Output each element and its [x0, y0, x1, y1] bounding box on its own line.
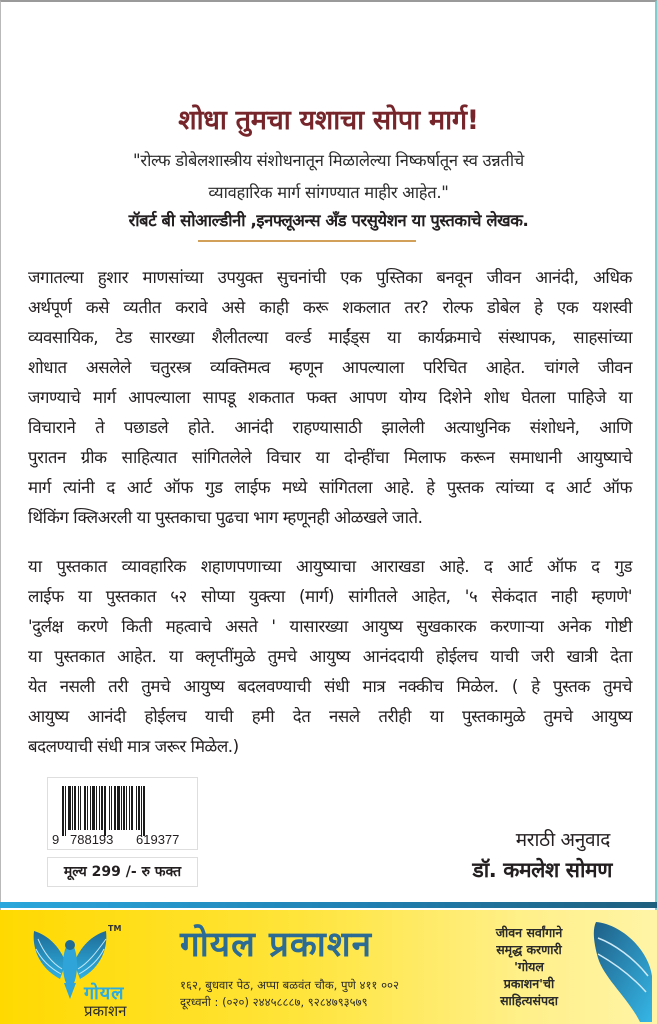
text-line: लाईफ या पुस्तकात ५२ सोप्या युक्त्या (मार्ग) सांगीतले आहेत, '५ सेकंदात नाही म्हणणे': [28, 586, 632, 606]
barcode-bar: [129, 786, 130, 830]
text-line: जगातल्या हुशार माणसांच्या उपयुक्त सुचनांची एक पुस्तिका बनवून जीवन आनंदी, अधिक: [28, 267, 632, 287]
price-label: मूल्य 299 /- रु फक्त: [47, 857, 198, 887]
endorsement-attribution: रॉबर्ट बी सोआल्डीनी ,इनफ्लूअन्स अँड परसुयेशन या पुस्तकाचे लेखक.: [128, 211, 529, 230]
barcode-bar: [121, 786, 122, 830]
barcode-bar: [141, 786, 142, 836]
text-line: जगण्याचे मार्ग आपल्याला सापडू शकतात फक्त आपण योग्य दिशेने शोध घेतला पाहिजे या: [28, 387, 632, 407]
text-line: आयुष्य आनंदी होईलच याची हमी देत नसले तरीही या पुस्तकामुळे तुमचे आयुष्य: [28, 706, 632, 726]
tagline-line: साहित्यसंपदा: [500, 993, 558, 1008]
cover-headline: शोधा तुमचा यशाचा सोपा मार्ग!: [178, 105, 479, 136]
publisher-phone: दूरध्वनी : (०२०) २४४५८८८७, ९२८४७९३५७९: [180, 995, 368, 1009]
barcode-bar: [136, 786, 137, 830]
translator-name: डॉ. कमलेश सोमण: [472, 858, 612, 882]
trademark-mark: TM: [108, 924, 122, 933]
publisher-tagline: [474, 924, 584, 1009]
barcode-bar: [65, 786, 66, 836]
text-line: व्यवसायिक, टेड सारख्या शैलीतल्या वर्ल्ड माईंड्स या कार्यक्रमाचे संस्थापक, साहसांच्या: [28, 327, 632, 347]
text-line: 'दुर्लक्ष करणे किती महत्वाचे असते ' यासारख्या आयुष्य सुखकारक करणाऱ्या अनेक गोष्टी: [28, 616, 632, 636]
barcode-bar: [104, 786, 106, 836]
endorsement-quote-line-2: व्यावहारिक मार्ग सांगण्यात माहीर आहेत.": [208, 183, 449, 202]
barcode-bars: [62, 786, 145, 836]
text-line: या पुस्तकात आहेत. या क्लृप्तींमुळे तुमचे आयुष्य आनंददायी होईलच याची जरी खात्री देता: [28, 646, 632, 666]
text-line: पुरातन ग्रीक साहित्यात सांगितलेले विचार या दोन्हींचा मिलाफ करून समाधानी आयुष्याचे: [28, 447, 632, 467]
blurb-paragraph-2: [28, 551, 632, 761]
blurb-paragraph-1: [28, 262, 632, 532]
text-line: शोधात असलेले चतुरस्त्र व्यक्तिमत्व म्हणून आपल्याला परिचित आहेत. चांगले जीवन: [28, 357, 632, 377]
barcode-bar: [99, 786, 100, 830]
barcode-bar: [62, 786, 64, 836]
barcode-bar: [123, 786, 125, 830]
text-line: बदलण्याची संधी मात्र जरूर मिळेल.): [28, 736, 239, 756]
barcode-bar: [74, 786, 76, 830]
barcode-graphic: [48, 778, 199, 851]
isbn-barcode: [47, 777, 198, 850]
barcode-bar: [87, 786, 88, 830]
text-line: येत नसली तरी तुमचे आयुष्य बदलवण्याची संधी मात्र नक्कीच मिळेल. ( हे पुस्तक तुमचे: [28, 676, 632, 696]
divider-rule: [198, 240, 416, 242]
endorsement-quote-line-1: "रोल्फ डोबेलशास्त्रीय संशोधनातून मिळालेल्या निष्कर्षातून स्व उन्नतीचे: [133, 151, 524, 170]
text-line: विचाराने ते पछाडले होते. आनंदी राहण्यासाठी झालेली अत्याधुनिक संशोधने, आणि: [28, 417, 632, 437]
barcode-bar: [80, 786, 81, 830]
publisher-footer: [0, 910, 657, 1024]
barcode-bar: [109, 786, 110, 830]
butterfly-wing-icon: [590, 918, 654, 1022]
barcode-bar: [138, 786, 140, 830]
barcode-bar: [96, 786, 97, 830]
barcode-bar: [101, 786, 103, 830]
barcode-bar: [90, 786, 91, 830]
barcode-bar: [78, 786, 79, 830]
isbn-digits-right: 619377: [136, 832, 180, 847]
tagline-line: 'गोयल: [514, 959, 544, 974]
tagline-line: प्रकाशन'ची: [503, 976, 555, 991]
barcode-bar: [126, 786, 127, 830]
barcode-bar: [143, 786, 145, 836]
isbn-digit-prefix: 9: [52, 832, 60, 847]
text-line: अर्थपूर्ण कसे व्यतीत करावे असे काही करू शकलात तर? रोल्फ डोबेल हे एक यशस्वी: [28, 297, 632, 317]
text-line: या पुस्तकात व्यावहारिक शहाणपणाच्या आयुष्याचा आराखडा आहे. द आर्ट ऑफ द गुड: [28, 556, 632, 576]
text-line: थिंकिंग क्लिअरली या पुस्तकाचा पुढचा भाग म्हणूनही ओळखले जाते.: [28, 507, 423, 527]
barcode-bar: [111, 786, 112, 830]
translation-label: मराठी अनुवाद: [515, 829, 610, 851]
barcode-bar: [117, 786, 120, 830]
barcode-bar: [92, 786, 95, 830]
tagline-line: समृद्ध करणारी: [496, 942, 562, 957]
barcode-bar: [68, 786, 71, 830]
logo-wordmark: गोयल: [84, 983, 125, 1004]
barcode-bar: [114, 786, 116, 830]
text-line: मार्ग त्यांनी द आर्ट ऑफ गुड लाईफ मध्ये सांगितला आहे. हे पुस्तक त्यांच्या द आर्ट ऑफ: [28, 477, 632, 497]
tagline-line: जीवन सर्वांगाने: [495, 925, 563, 940]
logo-subtext: प्रकाशन: [84, 1002, 127, 1020]
barcode-bar: [84, 786, 86, 830]
publisher-address: १६२, बुधवार पेठ, अप्पा बळवंत चौक, पुणे ४११ ००२: [180, 978, 400, 992]
barcode-bar: [72, 786, 73, 830]
publisher-name: गोयल प्रकाशन: [180, 925, 373, 965]
footer-accent-bar: [0, 902, 657, 908]
barcode-bar: [131, 786, 133, 830]
isbn-digits-left: 788193: [70, 832, 114, 847]
